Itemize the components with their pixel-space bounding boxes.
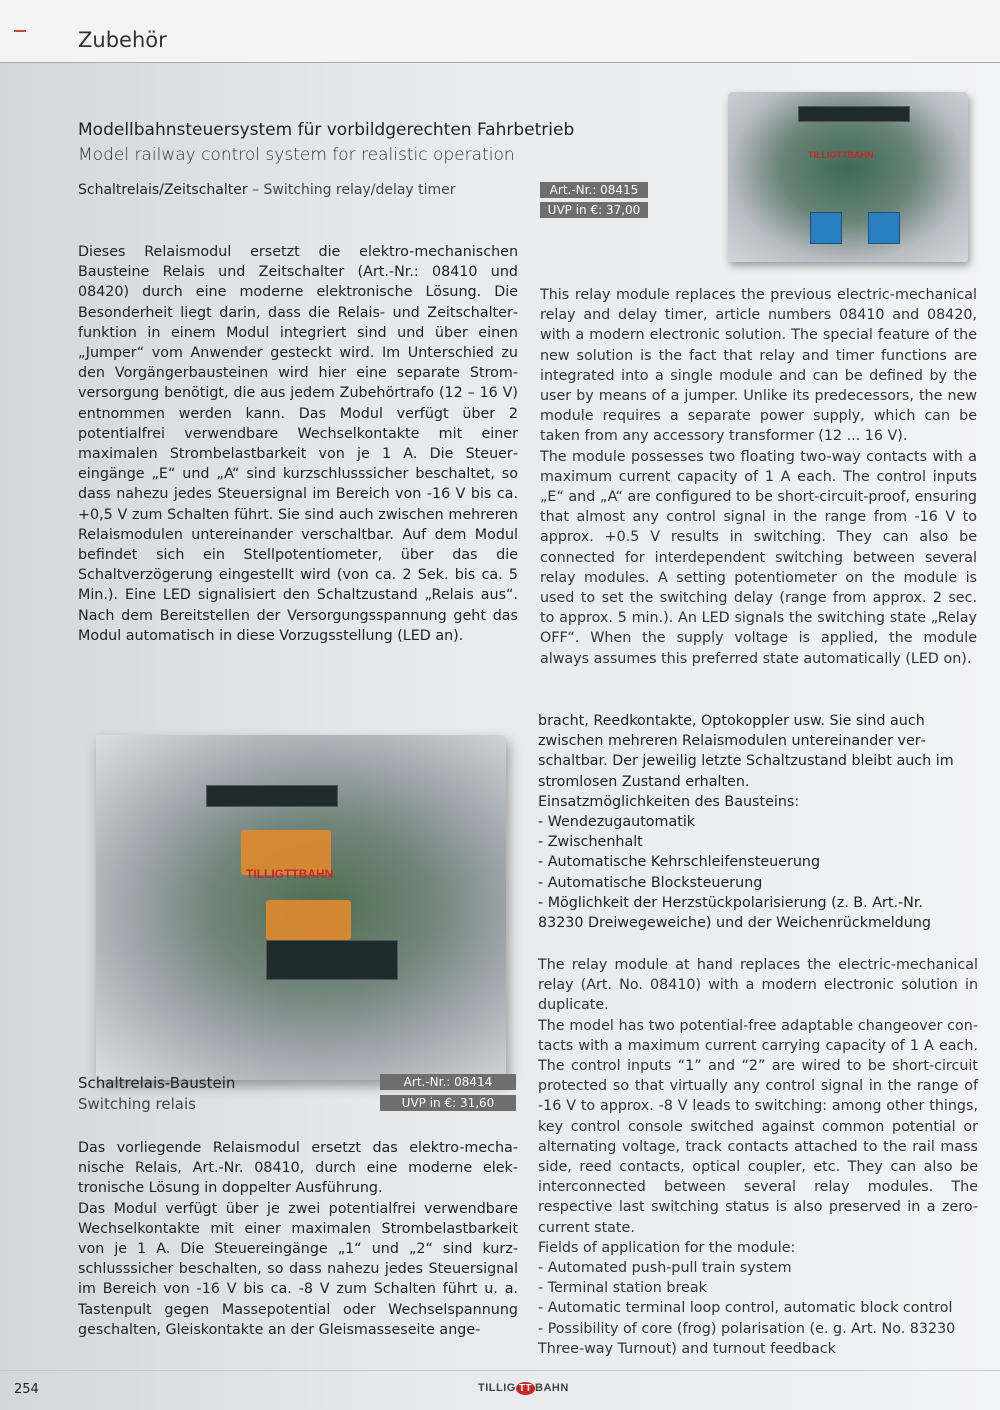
product1-photo [728, 92, 968, 262]
product2-title-en: Switching relais [78, 1095, 196, 1113]
brand-logo: TILLIGTTBAHN [246, 867, 334, 881]
product2-text-de: Das vorliegende Relaismodul ersetzt das elektro-mechanische Relais, Art.-Nr. 08410, durch eine moderne elektronische Lösung in doppelter Ausführung. Das Modul verfügt über je zwei potentialfrei verwendbare Wechselkontakte mit einer maximalen Strombelastbarkeit von je 1 A. Die Steuereingänge „1“ und „2“ sind kurzschlusssicher beschalten, so dass nahezu jedes Steuersignal im Bereich von -16 V bis ca. -8 V zum Schalten führt u. a. Tastenpult gegen Massepotential oder Wechselspannung geschalten, Gleiskontakte an der Gleismasseseite ange- [78, 1140, 518, 1338]
corner-mark [14, 30, 26, 32]
product2-text-en: The relay module at hand replaces the electric-mechanical relay (Art. No. 08410) with a modern electronic solution in duplicate. The model has two potential-free adaptable changeover contacts with a maximum current carrying capacity of 1 A each. The control inputs “1” and “2” are wired to be short-circuit protected so that virtually any control signal in the range of -16 V to approx. -8 V leads to switching: among other things, key control console switched against common potential or alternating voltage, track contacts attached to the rail mass side, reed contacts, optical coupler, etc. They can also be interconnected between several relay modules. The respective last switching status is also preserved in a zero-current state. Fields of application for the module: - Automated push-pull train system - Terminal station break - Automatic terminal loop control, automatic block control - Possibility of core (frog) polarisation (e. g. Art. No. 83230 Three-way Turnout) and turnout feedback [538, 957, 978, 1357]
product1-text-en: This relay module replaces the previous electric-mechanical relay and delay timer, article numbers 08410 and 08420, with a modern electronic solution. The special feature of the new solution is the fact that relay and timer functions are integrated into a single module and can be defined by the user by means of a jumper. Unlike its predecessors, the new module requires a separate power supply, which can be taken from any accessory transformer (12 ... 16 V). The module possesses two floating two-way contacts with a maximum current capacity of 1 A each. The control inputs „E“ and „A“ are configured to be short-circuit-proof, ensuring that almost any control signal in the range from -16 V to approx. +0.5 V results in switching. They can also be connected for interdependent switching between several relay modules. A setting potentiometer on the module is used to set the switching delay (range from approx. 2 sec. to approx. 5 min.). An LED signals the switching state „Relay OFF“. When the supply voltage is applied, the module always assumes this preferred state automatically (LED on). [540, 287, 977, 667]
brand-logo: TILLIGTTBAHN [808, 150, 874, 160]
product2-photo [96, 735, 506, 1080]
product2-price: UVP in €: 31,60 [380, 1095, 516, 1111]
section-title: Zubehör [78, 28, 167, 52]
subtitle-en: Switching relay/delay timer [263, 182, 456, 198]
product2-title-de: Schaltrelais-Baustein [78, 1074, 236, 1092]
product2-text-de-cont: bracht, Reedkontakte, Optokoppler usw. Sie sind auch zwischen mehreren Relaismodulen untereinander verschaltbar. Der jeweilig letzte Schaltzustand bleibt auch im stromlosen Zustand erhalten. Einsatzmöglichkeiten des Bausteins: - Wendezugautomatik - Zwischenhalt - Automatische Kehrschleifensteuerung - Automatische Blocksteuerung - Möglichkeit der Herzstückpolarisierung (z. B. Art.-Nr. 83230 Dreiwegeweiche) und der Weichenrückmeldung [538, 713, 954, 932]
terminal-block [266, 940, 398, 980]
product1-price: UVP in €: 37,00 [540, 202, 648, 218]
relay-component [266, 900, 351, 940]
terminal-block-blue [868, 212, 900, 244]
product1-heading-de: Modellbahnsteuersystem für vorbildgerechten Fahrbetrieb [78, 120, 575, 140]
footer-logo: TILLIG TT BAHN [478, 1382, 569, 1394]
page-number: 254 [14, 1382, 39, 1397]
subtitle-sep: – [247, 182, 264, 198]
product2-art-no: Art.-Nr.: 08414 [380, 1074, 516, 1090]
subtitle-de: Schaltrelais/Zeitschalter [78, 182, 248, 198]
terminal-block [206, 785, 338, 807]
terminal-block-blue [810, 212, 842, 244]
terminal-block [798, 106, 910, 122]
product1-art-no: Art.-Nr.: 08415 [540, 182, 648, 198]
product1-text-de: Dieses Relaismodul ersetzt die elektro-mechanischen Bausteine Relais und Zeitschalter (Art.-Nr.: 08410 und 08420) durch eine moderne elektronische Lösung. Die Besonderheit liegt darin, dass die Relais- und Zeitschalterfunktion in einem Modul integriert sind und über einen „Jumper“ vom Anwender gesteckt wird. Im Unterschied zu den Vorgängerbausteinen wird hier eine separate Stromversorgung benötigt, die aus jedem Zubehörtrafo (12 – 16 V) entnommen werden kann. Das Modul verfügt über 2 potentialfrei verwendbare Wechselkontakte mit einer maximalen Strombelastbarkeit von je 1 A. Die Steuereingänge „E“ und „A“ sind kurzschlusssicher beschaltet, so dass nahezu jedes Steuersignal im Bereich von -16 V bis ca. +0,5 V zum Schalten führt. Sie sind auch zwischen mehreren Relaismodulen untereinander verschaltbar. Auf dem Modul befindet sich ein Stellpotentiometer, über das die Schaltverzögerung eingestellt wird (von ca. 2 Sek. bis ca. 5 Min.). Eine LED signalisiert den Schaltzustand „Relais aus“. Nach dem Bereitstellen der Versorgungsspannung geht das Modul automatisch in diese Vorzugsstellung (LED an). [78, 244, 518, 644]
product1-heading-en: Model railway control system for realistic operation [78, 145, 515, 165]
product1-subtitle [78, 182, 456, 198]
footer-divider [0, 1370, 1000, 1371]
